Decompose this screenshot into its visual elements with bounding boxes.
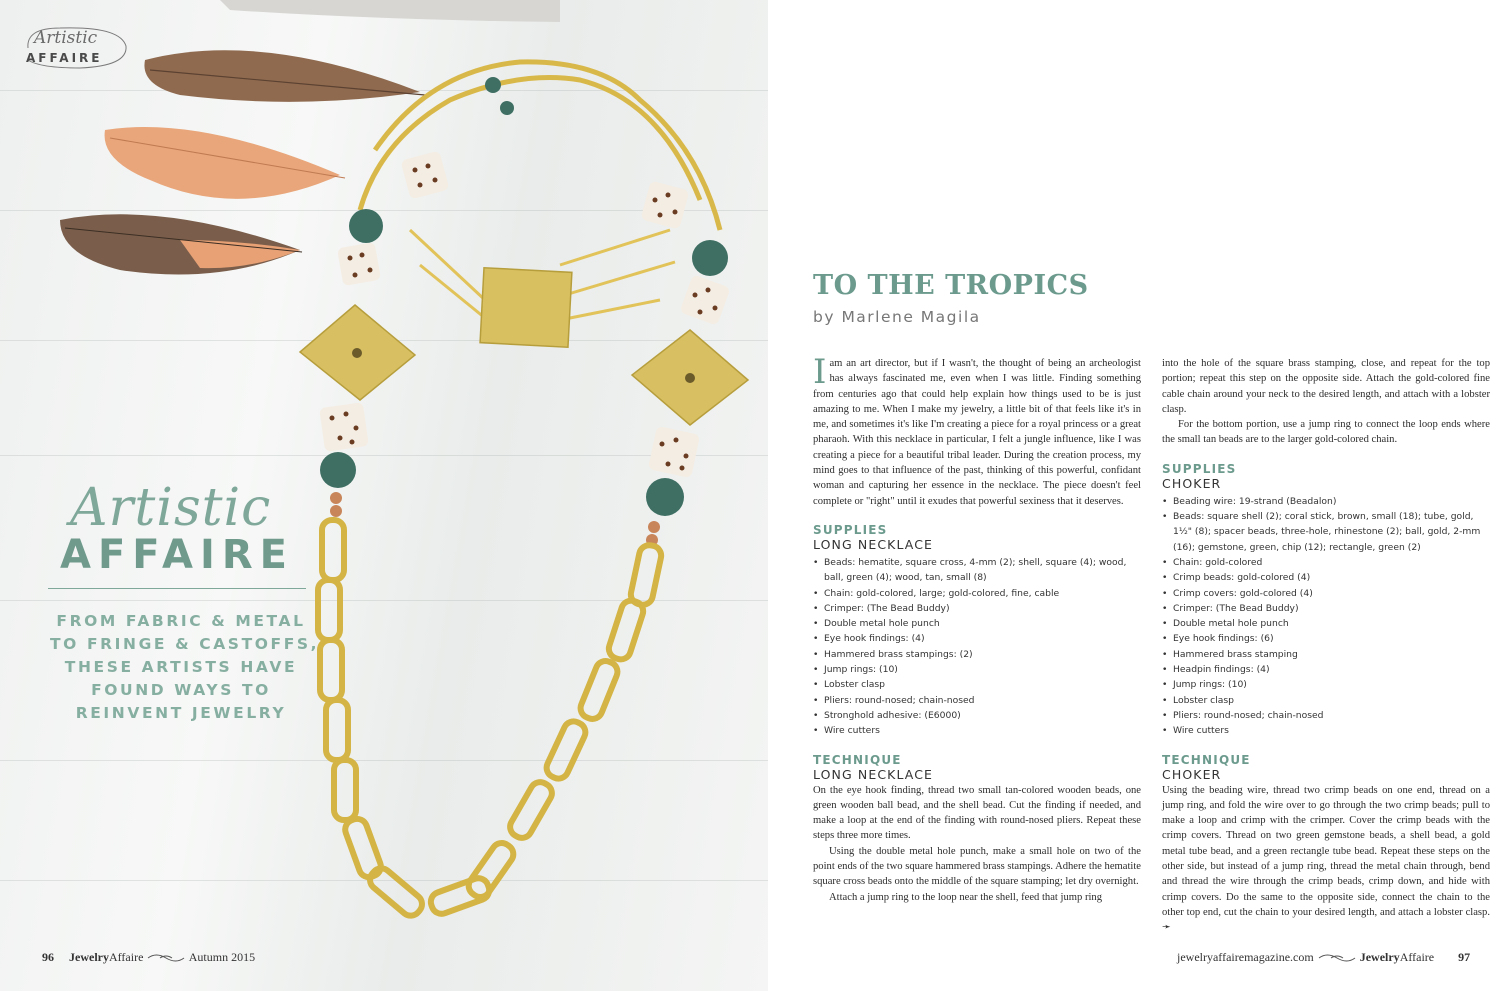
tagline-line: FOUND WAYS TO: [91, 681, 271, 699]
list-item: • Chain: gold-colored: [1162, 555, 1490, 570]
article-column-2: [1162, 356, 1490, 936]
list-item: • Pliers: round-nosed; chain-nosed: [1162, 708, 1490, 723]
flourish-icon: [1317, 952, 1357, 964]
choker-technique-subheading: CHOKER: [1162, 766, 1222, 782]
tagline-line: FROM FABRIC & METAL: [56, 612, 306, 630]
choker-technique-heading: TECHNIQUE: [1162, 752, 1251, 767]
list-item: • Crimper: (The Bead Buddy): [813, 601, 1141, 616]
choker-supplies: [1162, 494, 1490, 739]
tagline-line: THESE ARTISTS HAVE: [64, 658, 298, 676]
list-item: • Eye hook findings: (6): [1162, 631, 1490, 646]
list-item: • Double metal hole punch: [813, 616, 1141, 631]
page-number: 96: [42, 950, 54, 964]
choker-supplies-heading: SUPPLIES: [1162, 461, 1237, 476]
technique-paragraph: into the hole of the square brass stamping, close, and repeat for the top portion; repeat this step on the opposite side. Attach the gold-colored fine cable chain around your neck to the desired length, and attach with a lobster clasp.: [1162, 358, 1490, 415]
website-url: jewelryaffairemagazine.com: [1177, 950, 1314, 964]
right-footer: [1177, 950, 1470, 965]
list-item: • Jump rings: (10): [813, 662, 1141, 677]
corner-logo-caps: AFFAIRE: [26, 51, 103, 65]
list-item: • Hammered brass stampings: (2): [813, 647, 1141, 662]
section-tagline: [50, 610, 320, 725]
list-item: • Lobster clasp: [1162, 693, 1490, 708]
list-item: • Beading wire: 19-strand (Beadalon): [1162, 494, 1490, 509]
long-necklace-supplies: [813, 555, 1141, 739]
issue-date: Autumn 2015: [188, 950, 256, 964]
list-item: • Double metal hole punch: [1162, 616, 1490, 631]
list-item: • Beads: square shell (2); coral stick, brown, small (18); tube, gold, 1½" (8); spacer beads, three-hole, rhinestone (2); ball, gold, 2-mm (16); gemstone, green, chip (12); rectangle, green (2): [1162, 509, 1490, 555]
brand-name-a: Jewelry: [69, 950, 109, 964]
article-title: TO THE TROPICS: [813, 270, 1089, 301]
list-item: • Crimp covers: gold-colored (4): [1162, 586, 1490, 601]
section-title-script: Artistic: [70, 478, 272, 538]
long-necklace-technique-subheading: LONG NECKLACE: [813, 766, 934, 782]
intro-text: am an art director, but if I wasn't, the thought of being an archeologist has always fascinated me, even when I was little. Finding something from centuries ago that could help explain how things used to be is just amazing to me. When I make my jewelry, a little bit of that feels like it's in me, and sometimes it's like I'm creating a piece for a royal princess or a great pharaoh. With this necklace in particular, I felt a jungle influence, like I was creating a piece for a beautiful tribal leader. During the creation process, my mind goes to that influence of the past, thinking of this powerful, confidant woman and capturing her essence in the necklace. The piece doesn't feel complete or "right" until it exudes that powerful sexiness that it deserves.: [813, 358, 1141, 507]
page-number: 97: [1458, 950, 1471, 964]
feather-icon: [60, 0, 560, 275]
list-item: • Headpin findings: (4): [1162, 662, 1490, 677]
article-column-1: [813, 352, 1141, 905]
brand-name-a: Jewelry: [1359, 950, 1400, 964]
list-item: • Beads: hematite, square cross, 4-mm (2); shell, square (4); wood, ball, green (4); wood, tan, small (8): [813, 555, 1141, 586]
left-footer: [42, 950, 255, 965]
list-item: • Pliers: round-nosed; chain-nosed: [813, 693, 1141, 708]
list-item: • Crimper: (The Bead Buddy): [1162, 601, 1490, 616]
list-item: • Stronghold adhesive: (E6000): [813, 708, 1141, 723]
choker-subheading: CHOKER: [1162, 475, 1222, 491]
list-item: • Lobster clasp: [813, 677, 1141, 692]
technique-paragraph: For the bottom portion, use a jump ring to connect the loop ends where the small tan beads are to the larger gold-colored chain.: [1162, 419, 1490, 446]
section-title-caps: AFFAIRE: [60, 532, 294, 578]
right-page-article: [768, 0, 1500, 991]
title-divider: [48, 588, 306, 589]
corner-logo-script: Artistic: [34, 28, 98, 48]
technique-heading: TECHNIQUE: [813, 752, 902, 767]
list-item: • Eye hook findings: (4): [813, 631, 1141, 646]
brand-name-b: Affaire: [108, 950, 144, 964]
tagline-line: REINVENT JEWELRY: [75, 704, 287, 722]
supplies-heading: SUPPLIES: [813, 522, 888, 537]
list-item: • Wire cutters: [813, 723, 1141, 738]
technique-paragraph: Using the double metal hole punch, make a small hole on two of the point ends of the two square hammered brass stampings. Adhere the hematite square cross beads onto the middle of the square stamping; let dry overnight.: [813, 845, 1141, 888]
tagline-line: TO FRINGE & CASTOFFS,: [50, 635, 320, 653]
list-item: • Jump rings: (10): [1162, 677, 1490, 692]
brand-name-b: Affaire: [1399, 950, 1435, 964]
long-gold-chain: [318, 520, 663, 920]
list-item: • Chain: gold-colored, large; gold-colored, fine, cable: [813, 586, 1141, 601]
long-necklace-subheading: LONG NECKLACE: [813, 536, 934, 552]
corner-logo: [20, 22, 132, 74]
technique-paragraph: Attach a jump ring to the loop near the shell, feed that jump ring: [829, 891, 1103, 903]
flourish-icon: [146, 952, 186, 964]
intro-paragraph: [813, 352, 1141, 509]
article-byline: by Marlene Magila: [813, 308, 981, 326]
list-item: • Hammered brass stamping: [1162, 647, 1490, 662]
choker-technique-paragraph: Using the beading wire, thread two crimp beads on one end, thread on a jump ring, and fold the wire over to go through the two crimp beads; pull to make a loop and crimp with the crimper. Cover the crimp beads with the crimp covers. Thread on two green gemstone beads, a shell bead, a gold metal tube bead, and a green rectangle tube bead. Repeat these steps on the other side, but instead of a jump ring, thread the metal chain through, bend and thread the wire through the crimp beads, crimp down, and hide with crimp covers. Do the same to the opposite side, connect the chain to the other top end, cut the chain to your desired length, and attach a lobster clasp. ➛: [1162, 784, 1490, 934]
drop-cap: I: [813, 352, 827, 392]
technique-paragraph: On the eye hook finding, thread two small tan-colored wooden beads, one green wooden ball bead, and the shell bead. Cut the finding if needed, and make a loop at the end of the finding with round-nosed pliers. Repeat these steps three more times.: [813, 784, 1141, 842]
list-item: • Crimp beads: gold-colored (4): [1162, 570, 1490, 585]
list-item: • Wire cutters: [1162, 723, 1490, 738]
